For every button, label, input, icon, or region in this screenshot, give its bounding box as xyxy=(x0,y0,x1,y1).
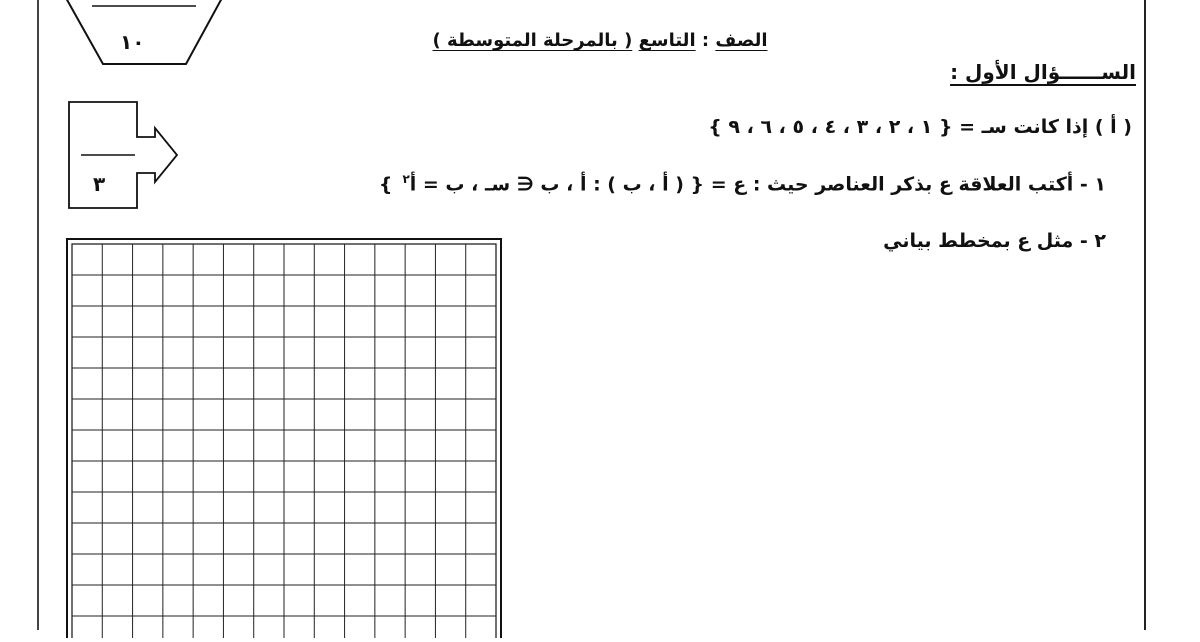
graph-paper xyxy=(66,238,502,638)
graph-paper-grid xyxy=(66,238,502,638)
part-marks-value: ٣ xyxy=(93,172,106,196)
item-1-exponent: ٢ xyxy=(402,172,410,186)
item-1-text: ١ - أكتب العلاقة ع بذكر العناصر حيث : ع = { ( أ ، ب ) : أ ، ب ∈ سـ ، ب = أ xyxy=(409,173,1106,196)
question-item-1 xyxy=(379,172,1106,195)
question-title: الســــــؤال الأول : xyxy=(950,60,1136,84)
page-right-border xyxy=(1144,0,1146,630)
grade-separator: : xyxy=(701,30,710,51)
part-score-box xyxy=(65,100,185,215)
total-score-box xyxy=(0,0,240,80)
grade-stage: ( بالمرحلة المتوسطة ) xyxy=(432,30,633,51)
grade-value: التاسع xyxy=(638,30,696,51)
question-item-2: ٢ - مثل ع بمخطط بياني xyxy=(883,230,1106,252)
part-score-arrow-shape xyxy=(65,100,185,215)
grade-heading xyxy=(400,30,800,51)
total-marks-value: ١٠ xyxy=(120,30,145,54)
question-part-a: ( أ ) إذا كانت سـ = { ١ ، ٢ ، ٣ ، ٤ ، ٥ ، ٦ ، ٩ } xyxy=(708,116,1132,138)
page-left-border xyxy=(37,0,39,630)
grade-label: الصف xyxy=(715,30,768,51)
item-1-close-brace: } xyxy=(378,173,393,196)
